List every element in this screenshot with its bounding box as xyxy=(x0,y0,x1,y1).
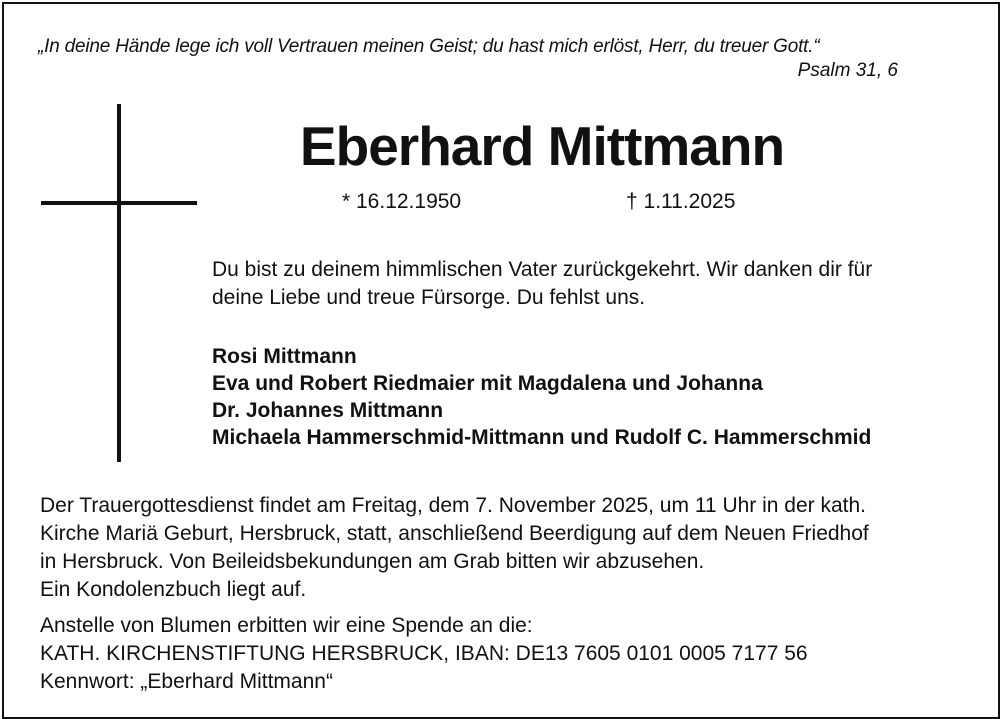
mourner-entry: Michaela Hammerschmid-Mittmann und Rudolf C. Hammerschmid xyxy=(212,426,872,449)
donation-info-line: Anstelle von Blumen erbitten wir eine Spende an die: xyxy=(40,614,533,637)
donation-keyword: Kennwort: „Eberhard Mittmann“ xyxy=(40,670,333,693)
service-info-line: Kirche Mariä Geburt, Hersbruck, statt, anschließend Beerdigung auf dem Neuen Friedhof xyxy=(40,522,869,545)
birth-date: * 16.12.1950 xyxy=(342,190,462,213)
obituary-frame xyxy=(2,2,1000,719)
bible-quote-reference: Psalm 31, 6 xyxy=(797,60,898,81)
mourner-entry: Rosi Mittmann xyxy=(212,345,357,368)
mourner-entry: Eva und Robert Riedmaier mit Magdalena und Johanna xyxy=(212,372,763,395)
donation-info xyxy=(40,612,808,696)
cross-icon-bar xyxy=(41,201,197,205)
service-info-line: Der Trauergottesdienst findet am Freitag, dem 7. November 2025, um 11 Uhr in der kath. xyxy=(40,494,867,517)
donation-bank-details: KATH. KIRCHENSTIFTUNG HERSBRUCK, IBAN: DE13 7605 0101 0005 7177 56 xyxy=(40,642,808,665)
deceased-name: Eberhard Mittmann xyxy=(299,115,785,177)
service-info-line: Ein Kondolenzbuch liegt auf. xyxy=(40,578,307,601)
mourners-list xyxy=(212,343,871,451)
farewell-message-line: deine Liebe und treue Fürsorge. Du fehlst uns. xyxy=(212,286,646,309)
death-date: † 1.11.2025 xyxy=(626,190,736,213)
bible-quote: „In deine Hände lege ich voll Vertrauen meinen Geist; du hast mich erlöst, Herr, du treuer Gott.“ xyxy=(38,36,820,57)
cross-icon xyxy=(117,104,121,462)
farewell-message xyxy=(212,256,972,312)
funeral-service-info xyxy=(40,492,869,604)
farewell-message-line: Du bist zu deinem himmlischen Vater zurückgekehrt. Wir danken dir für xyxy=(212,258,873,281)
service-info-line: in Hersbruck. Von Beileidsbekundungen am Grab bitten wir abzusehen. xyxy=(40,550,705,573)
mourner-entry: Dr. Johannes Mittmann xyxy=(212,399,444,422)
